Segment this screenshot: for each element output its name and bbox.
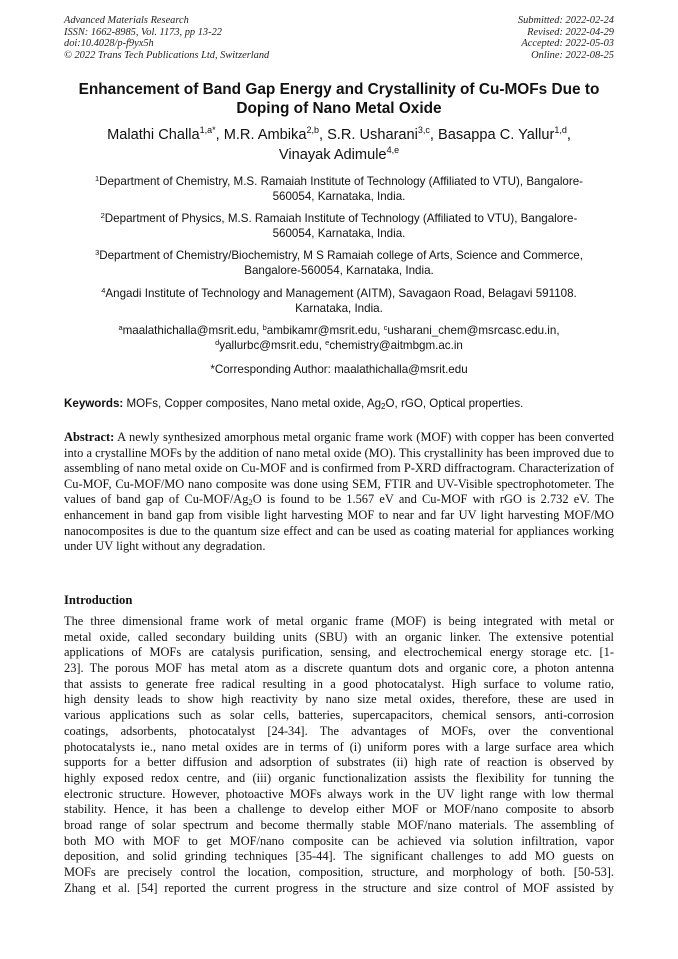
email-link[interactable]: ambikamr@msrit.edu, <box>266 324 384 337</box>
affiliation-text: 560054, Karnataka, India. <box>272 227 406 241</box>
email-link[interactable]: yallurbc@msrit.edu, <box>219 339 326 353</box>
date-revised: Revised: 2022-04-29 <box>527 26 614 38</box>
author-name: Malathi Challa <box>107 127 200 143</box>
author-affiliation-mark: 2,b <box>306 125 319 135</box>
body-line: highly exposed redox centre, and (iii) organic functionalization assists the flexibility for tunning the <box>64 770 614 785</box>
affiliation-text: Department of Physics, M.S. Ramaiah Institute of Technology (Affiliated to VTU), Bangalore- <box>104 212 578 225</box>
author-emails <box>64 323 614 353</box>
keywords-text: MOFs, Copper composites, Nano metal oxide, Ag <box>123 397 382 410</box>
affiliation-mark: 3 <box>95 248 100 257</box>
author-name: M.R. Ambika <box>223 127 307 143</box>
date-online: Online: 2022-08-25 <box>531 49 614 61</box>
affiliation-text: Bangalore-560054, Karnataka, India. <box>244 264 434 278</box>
author-affiliation-mark: 1,d <box>554 125 567 135</box>
body-line: MOFs are precisely control the location, composition, structure, and morphology of both. [50-53]. <box>64 865 614 879</box>
body-line: Zhang et al. [54] reported the current progress in the structure and size control of MOF assisted by <box>64 880 614 895</box>
email-mark: d <box>215 338 220 348</box>
affiliation-text: Department of Chemistry, M.S. Ramaiah Institute of Technology (Affiliated to VTU), Bangalore- <box>99 175 584 188</box>
keywords-text: O, rGO, Optical properties. <box>385 397 524 410</box>
abstract-subscript: 2 <box>248 497 253 508</box>
affiliation-mark: 4 <box>101 286 106 295</box>
email-link[interactable]: chemistry@aitmbgm.ac.in <box>329 339 463 353</box>
affiliation-text: Karnataka, India. <box>295 302 383 316</box>
affiliation-3 <box>64 248 614 278</box>
author-name: S.R. Usharani <box>327 127 418 143</box>
title-line-1: Enhancement of Band Gap Energy and Crystallinity of Cu-MOFs Due to <box>78 81 600 98</box>
abstract-label: Abstract: <box>64 430 115 444</box>
email-mark: c <box>383 323 388 332</box>
keywords-label: Keywords: <box>64 397 124 410</box>
date-submitted: Submitted: 2022-02-24 <box>517 15 614 26</box>
body-line: applications of MOFs are catalysis purification, sensing, and electrochemical energy storage etc. [1- <box>64 645 614 660</box>
introduction-body <box>64 614 614 896</box>
introduction-heading: Introduction <box>64 593 133 607</box>
affiliation-2 <box>64 211 614 241</box>
keywords <box>64 396 614 411</box>
author-affiliation-mark: 4,e <box>386 145 400 155</box>
body-line: coatings, adsorbents, photocatalyst [24-34]. The advantages of MOFs, over the conventional <box>64 723 614 738</box>
body-line: photocatalysts ie., nano metal oxides are in terms of (i) uniform pores with a large surface area which <box>64 739 614 754</box>
body-line: The three dimensional frame work of metal organic frame (MOF) is being integrated with metal or <box>64 614 614 628</box>
abstract <box>64 430 614 555</box>
affiliation-1 <box>64 174 614 204</box>
affiliation-4 <box>64 286 614 316</box>
author-list: Malathi Challa$^{1,a*}$, M.R. Ambika$^{2,b}$, S.R. Usharani$^{3,c}$, Basappa C. Yallur$^{1,d}$, Vinayak Adimule$^{4,e}$ <box>107 125 571 163</box>
date-accepted: Accepted: 2022-05-03 <box>521 38 614 50</box>
author-affiliation-mark: 1,a* <box>199 125 216 135</box>
title-line-2: Doping of Nano Metal Oxide <box>236 100 442 117</box>
affiliation-mark: 2 <box>100 211 105 220</box>
email-link[interactable]: usharani_chem@msrcasc.edu.in, <box>387 324 560 337</box>
journal-copyright: © 2022 Trans Tech Publications Ltd, Switzerland <box>64 49 270 61</box>
body-line: 23]. The porous MOF has metal atom as a discrete quantum dots and organic core, a photon antenna <box>64 661 614 676</box>
affiliation-text: Angadi Institute of Technology and Management (AITM), Savagaon Road, Belagavi 591108. <box>105 287 577 300</box>
corresponding-author: *Corresponding Author: maalathichalla@msrit.edu <box>210 363 468 376</box>
body-line: supports for a better diffusion and adsorption of substrates (ii) high rate of reaction is observed by <box>64 755 614 770</box>
body-line: metal oxide, called secondary building units (SBU) with an organic linker. The extensive potential <box>64 629 614 644</box>
paper-title <box>64 80 614 118</box>
author-name: Vinayak Adimule <box>278 147 387 163</box>
email-mark: e <box>325 338 330 348</box>
abstract-text: A newly synthesized amorphous metal organic frame work (MOF) with copper has been converted into a crystalline MOFs by the addition of nano metal oxide (MO). This crystallinity has been improved due to assembling of nano metal oxide on Cu-MOF and is confirmed from P-XRD diffractogram. Characterization of Cu-MOF, Cu-MOF/MO nano composite was done using SEM, FTIR and UV-Visible spectrophotometer. The values of band gap of Cu-MOF/Ag <box>64 430 614 507</box>
affiliation-mark: 1 <box>94 174 100 183</box>
body-line: deposition, and solid grinding techniques [35-44]. The significant challenges to add MO guests on <box>64 849 614 864</box>
author-name: Basappa C. Yallur <box>438 127 555 143</box>
affiliation-text: Department of Chemistry/Biochemistry, M S Ramaiah college of Arts, Science and Commerce, <box>99 249 583 262</box>
journal-doi[interactable]: doi:10.4028/p-f9yx5h <box>64 38 154 50</box>
journal-issn: ISSN: 1662-8985, Vol. 1173, pp 13-22 <box>64 26 222 38</box>
body-line: stability. Hence, it has been a challenge to develop either MOF or MOF/nano composite to absorb <box>64 802 614 817</box>
journal-name: Advanced Materials Research <box>64 15 189 26</box>
body-line: high density leads to show high reactivity by nano size metal oxides, therefore, these are used in <box>64 692 614 707</box>
body-line: broad range of solar spectrum and become thermally stable MOF/nano materials. The assembling of <box>64 817 614 832</box>
journal-header-left <box>64 15 269 61</box>
abstract-text: O is found to be 1.567 eV and Cu-MOF with rGO is 2.732 eV. The enhancement in band gap from visible light harvesting MOF to near and far UV light harvesting MOF/MO nanocomposites is due to the quantum size effect and can be used as coating material for appliances working under UV light without any degradation. <box>64 492 614 554</box>
body-line: both MO with MOF to get MOF/nano composite can be achieved via solution infiltration, vapor <box>64 833 614 848</box>
email-mark: a <box>118 323 123 332</box>
email-mark: b <box>262 323 267 332</box>
body-line: electronic structure. However, photoactive MOFs always work in the UV light range with low thermal <box>64 786 614 801</box>
email-link[interactable]: maalathichalla@msrit.edu, <box>122 324 263 337</box>
journal-header-right <box>518 15 614 61</box>
author-affiliation-mark: 3,c <box>417 125 430 135</box>
affiliation-text: 560054, Karnataka, India. <box>272 190 406 204</box>
body-line: that assists to generate free radical resulting in a good photocatalyst. High surface to volume ratio, <box>64 676 614 691</box>
keywords-subscript: 2 <box>381 402 386 411</box>
body-line: various applications such as solar cells, batteries, supercapacitors, chemical sensors, anti-corrosion <box>64 708 614 723</box>
